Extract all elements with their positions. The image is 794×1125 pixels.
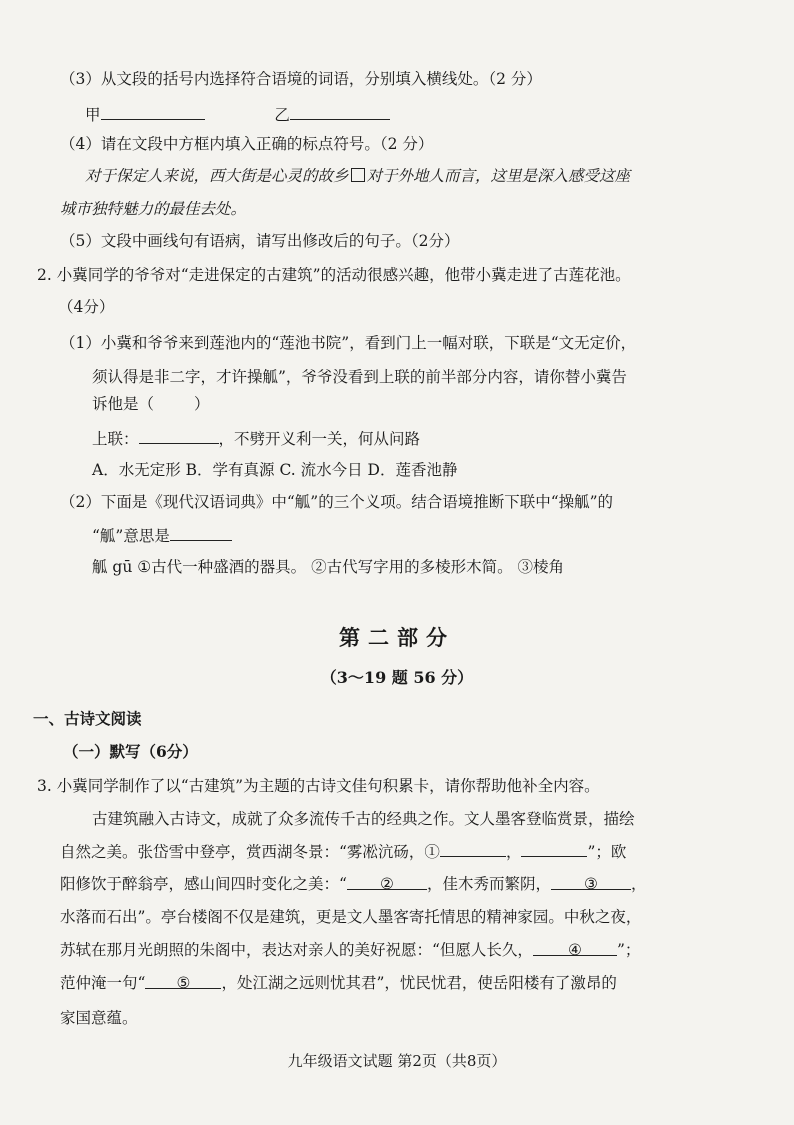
q1-item5: （5）文段中画线句有语病，请写出修改后的句子。（2分）: [60, 232, 460, 250]
q1-item4-sentence-1: 对于保定人来说，西大街是心灵的故乡 对于外地人而言，这里是深入感受这座: [85, 167, 631, 185]
q1-item3: （3）从文段的括号内选择符合语境的词语，分别填入横线处。（2 分）: [60, 70, 542, 88]
q2-sub2-definitions: 觚 gū ①古代一种盛酒的器具。 ②古代写字用的多棱形木简。 ③棱角: [92, 558, 565, 576]
q2-sub2-line2: “觚”意思是: [92, 524, 232, 547]
page-footer: 九年级语文试题 第2页（共8页）: [287, 1052, 507, 1070]
q2-sub1-line3: 诉他是（ ）: [92, 395, 210, 413]
section1-heading: 一、古诗文阅读: [33, 709, 142, 728]
q3-para-line3: 阳修饮于醉翁亭，感山间四时变化之美：“ ② ，佳木秀而繁阴， ③ ，: [60, 875, 647, 893]
q3-prompt: 3. 小冀同学制作了以“古建筑”为主题的古诗文佳句积累卡，请你帮助他补全内容。: [37, 777, 600, 795]
q2-intro: 2. 小冀同学的爷爷对“走进保定的古建筑”的活动很感兴趣，他带小冀走进了古莲花池。: [37, 266, 631, 284]
q2-sub1-line1: （1）小冀和爷爷来到莲池内的“莲池书院”，看到门上一幅对联，下联是“文无定价，: [60, 334, 637, 352]
q1-item4-sentence-2: 城市独特魅力的最佳去处。: [60, 200, 247, 218]
blank-2[interactable]: ②: [347, 873, 427, 890]
q1-item3-answer-blanks: 甲 乙: [85, 103, 390, 126]
q2-sub1-line2: 须认得是非二字，才许操觚”，爷爷没看到上联的前半部分内容，请你替小冀告: [92, 368, 627, 386]
q2-sub2-line1: （2）下面是《现代汉语词典》中“觚”的三个义项。结合语境推断下联中“操觚”的: [60, 493, 614, 511]
q1-item4: （4）请在文段中方框内填入正确的标点符号。（2 分）: [60, 135, 434, 153]
q3-para-line1: 古建筑融入古诗文，成就了众多流传千古的经典之作。文人墨客登临赏景，描绘: [92, 810, 635, 828]
blank-1[interactable]: [440, 840, 506, 857]
q3-para-line4: 水落而石出”。亭台楼阁不仅是建筑，更是文人墨客寄托情思的精神家园。中秋之夜，: [60, 908, 642, 926]
punctuation-box[interactable]: [351, 168, 365, 182]
q2-couplet: 上联： ，不劈开义利一关，何从问路: [92, 427, 420, 450]
blank-gu-meaning[interactable]: [170, 524, 232, 541]
blank-5[interactable]: ⑤: [145, 972, 221, 989]
q3-para-line5: 苏轼在那月光朗照的朱阁中，表达对亲人的美好祝愿：“但愿人长久， ④ ”；: [60, 941, 641, 959]
q3-para-line7: 家国意蕴。: [60, 1009, 138, 1027]
part2-subtitle: （3～19 题 56 分）: [320, 668, 474, 687]
blank-yi[interactable]: [290, 103, 390, 120]
q2-score: （4分）: [58, 298, 115, 316]
q2-options: A．水无定形 B．学有真源 C. 流水今日 D．莲香池静: [92, 461, 458, 479]
blank-1b[interactable]: [521, 840, 587, 857]
part2-title: 第二部分: [339, 625, 455, 650]
blank-3[interactable]: ③: [551, 873, 631, 890]
q3-para-line2: 自然之美。张岱雪中登亭，赏西湖冬景：“雾凇沆砀，① ， ”；欧: [60, 840, 626, 863]
section1-subheading: （一）默写（6分）: [63, 742, 198, 761]
blank-4[interactable]: ④: [533, 939, 617, 956]
blank-couplet[interactable]: [139, 427, 219, 444]
blank-jia[interactable]: [101, 103, 205, 120]
q3-para-line6: 范仲淹一句“ ⑤ ，处江湖之远则忧其君”，忧民忧君，使岳阳楼有了激昂的: [60, 974, 617, 992]
